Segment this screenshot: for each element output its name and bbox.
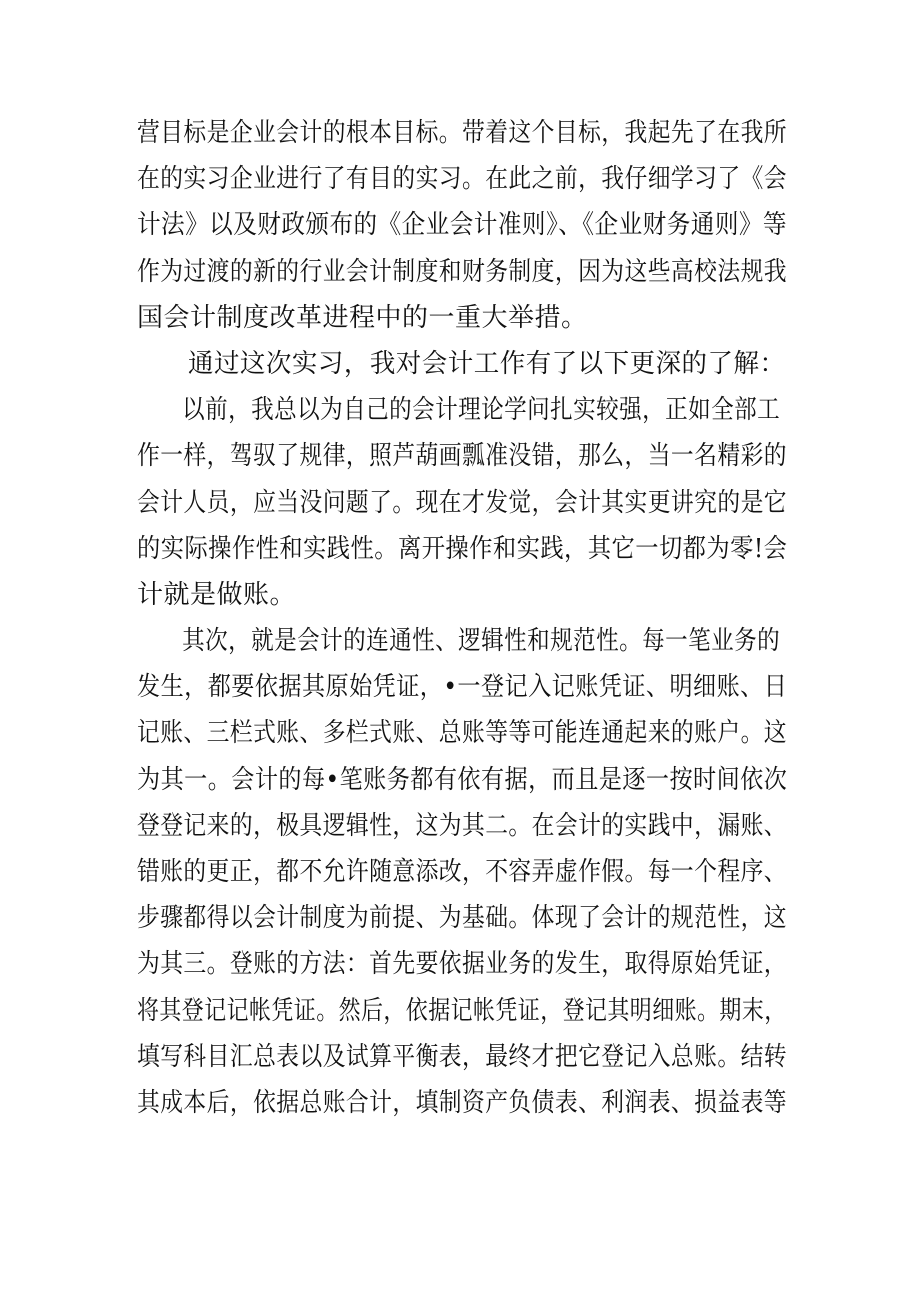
text-line: 其成本后，依据总账合计，填制资产负债表、利润表、损益表等 bbox=[137, 1087, 788, 1118]
text-line: 会计人员，应当没问题了。现在才发觉，会计其实更讲究的是它 bbox=[137, 487, 788, 518]
text-line: 将其登记记帐凭证。然后，依据记帐凭证，登记其明细账。期末， bbox=[137, 995, 787, 1026]
text-line: 以前，我总以为自己的会计理论学问扎实较强，正如全部工 bbox=[182, 395, 781, 426]
text-line: 为其一。会计的每•笔账务都有依有据，而且是逐一按时间依次 bbox=[137, 764, 788, 795]
text-line: 国会计制度改革进程中的一重大举措。 bbox=[137, 302, 588, 333]
text-line: 填写科目汇总表以及试算平衡表，最终才把它登记入总账。结转 bbox=[137, 1041, 788, 1072]
text-line: 作为过渡的新的行业会计制度和财务制度，因为这些高校法规我 bbox=[137, 256, 788, 287]
text-line: 的实际操作性和实践性。离开操作和实践，其它一切都为零!会 bbox=[137, 533, 788, 564]
text-line: 错账的更正，都不允许随意添改，不容弄虚作假。每一个程序、 bbox=[137, 857, 788, 887]
text-line: 计就是做账。 bbox=[137, 579, 297, 610]
text-line: 记账、三栏式账、多栏式账、总账等等可能连通起来的账户。这 bbox=[137, 718, 788, 749]
text-line: 步骤都得以会计制度为前提、为基础。体现了会计的规范性，这 bbox=[137, 903, 788, 934]
text-line: 计法》以及财政颁布的《企业会计准则》、《企业财务通则》等 bbox=[137, 210, 787, 241]
document-body bbox=[137, 110, 787, 1126]
text-line: 作一样，驾驭了规律，照芦葫画瓢准没错，那么，当一名精彩的 bbox=[137, 441, 788, 472]
text-line: 营目标是企业会计的根本目标。带着这个目标，我起先了在我所 bbox=[137, 118, 788, 148]
text-line: 发生，都要依据其原始凭证，•一登记入记账凭证、明细账、日 bbox=[137, 672, 788, 703]
text-line: 通过这次实习，我对会计工作有了以下更深的了解： bbox=[187, 348, 786, 379]
text-line: 登登记来的，极具逻辑性，这为其二。在会计的实践中，漏账、 bbox=[137, 810, 788, 841]
text-line: 在的实习企业进行了有目的实习。在此之前，我仔细学习了《会 bbox=[137, 164, 788, 195]
text-line: 其次，就是会计的连通性、逻辑性和规范性。每一笔业务的 bbox=[182, 626, 781, 657]
text-line: 为其三。登账的方法：首先要依据业务的发生，取得原始凭证， bbox=[137, 949, 788, 980]
